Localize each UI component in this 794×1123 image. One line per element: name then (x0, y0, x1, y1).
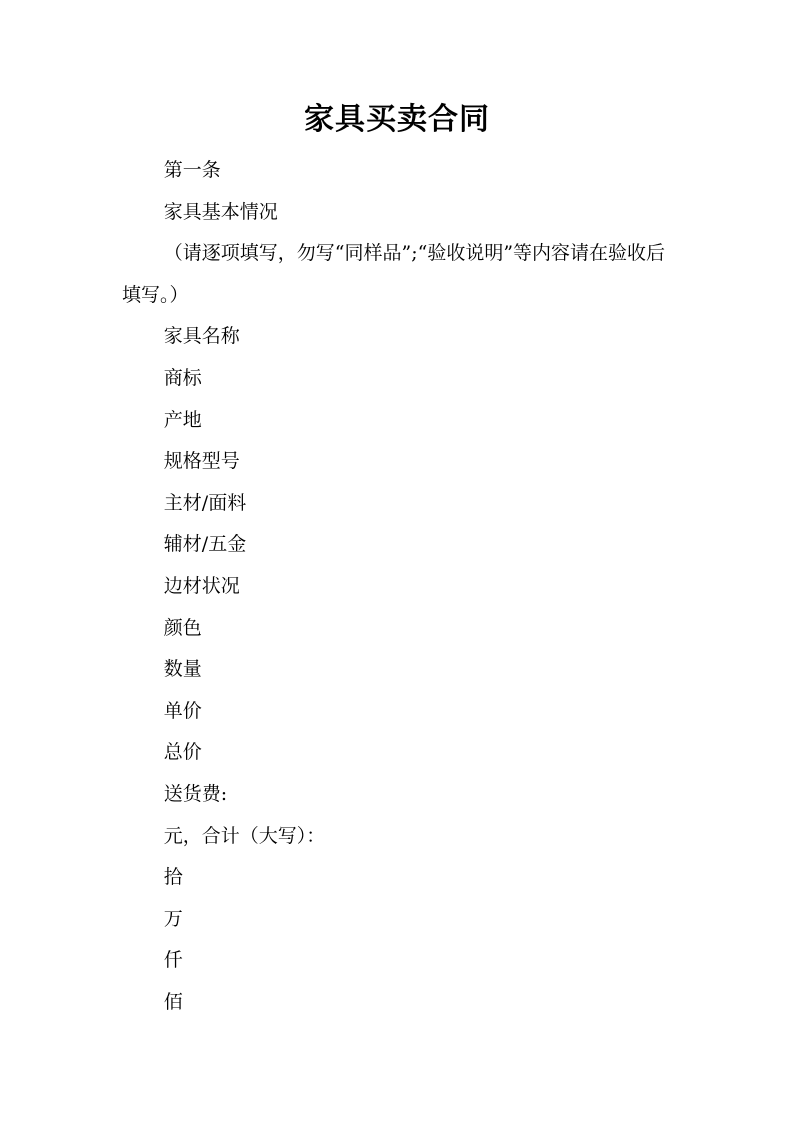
field-label-trademark: 商标 (163, 366, 202, 389)
document-body (122, 150, 682, 1023)
amount-unit-wan: 万 (163, 907, 183, 930)
field-label-origin: 产地 (163, 408, 202, 431)
field-label-color: 颜色 (163, 616, 202, 639)
field-label-edge-condition: 边材状况 (163, 574, 240, 597)
field-label-furniture-name: 家具名称 (163, 325, 240, 348)
field-label-model: 规格型号 (163, 450, 240, 473)
amount-unit-shi: 拾 (163, 866, 183, 889)
article-heading: 第一条 (163, 159, 221, 181)
section-heading: 家具基本情况 (163, 200, 278, 223)
field-label-total-price: 总价 (163, 741, 202, 764)
amount-unit-bai: 佰 (163, 990, 183, 1013)
field-label-total-uppercase: 元，合计（大写）： (163, 824, 326, 847)
field-label-quantity: 数量 (163, 658, 202, 681)
instruction-note: （请逐项填写，勿写“同样品”;“验收说明”等内容请在验收后填写。） (122, 242, 666, 306)
field-label-delivery-fee: 送货费: (163, 782, 228, 805)
document-title: 家具买卖合同 (304, 102, 490, 137)
field-label-unit-price: 单价 (163, 699, 202, 722)
amount-unit-qian: 仟 (163, 949, 183, 972)
field-label-aux-material: 辅材/五金 (163, 533, 247, 556)
field-label-main-material: 主材/面料 (163, 491, 247, 514)
